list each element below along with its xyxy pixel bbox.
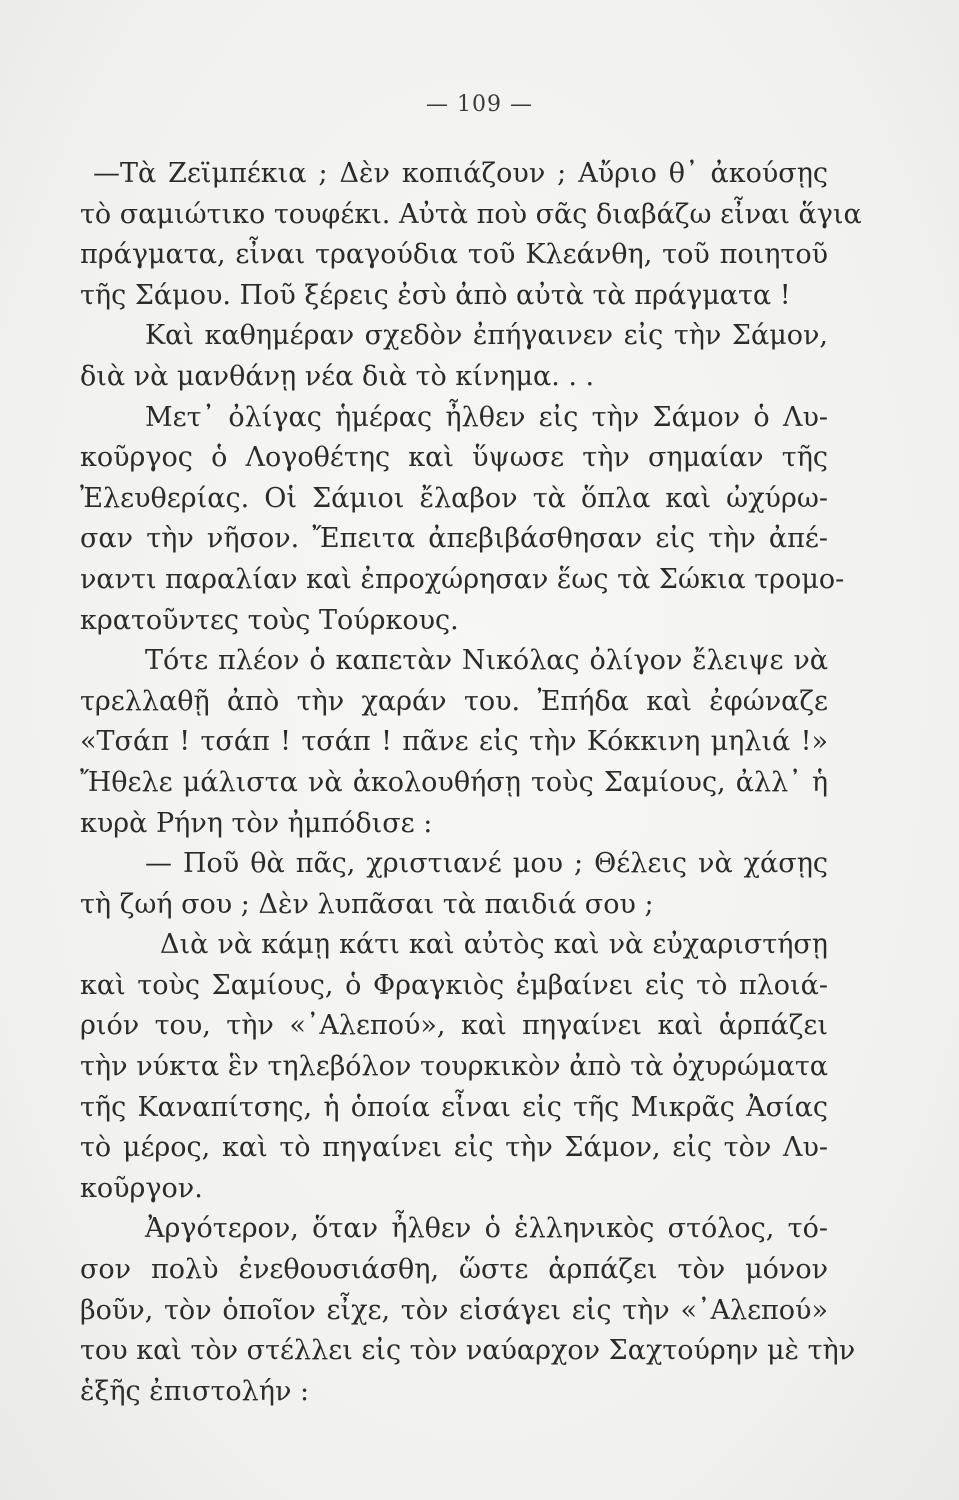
- text-line: ἑξῆς ἐπιστολήν :: [80, 1375, 310, 1407]
- text-line: τὸ μέρος, καὶ τὸ πηγαίνει εἰς τὴν Σάμον, εἰς τὸν Λυ-: [80, 1132, 828, 1164]
- text-line: Διὰ νὰ κάμῃ κάτι καὶ αὐτὸς καὶ νὰ εὐχαριστήσῃ: [160, 929, 828, 961]
- text-line: —Τὰ Ζεϊμπέκια ; Δὲν κοπιάζουν ; Αὔριο θ᾿ ἀκούσῃς: [93, 158, 828, 189]
- text-line: πράγματα, εἶναι τραγούδια τοῦ Κλεάνθη, τοῦ ποιητοῦ: [80, 239, 828, 271]
- text-line: Ἀργότερον, ὅταν ἦλθεν ὁ ἑλληνικὸς στόλος, τό-: [145, 1213, 828, 1245]
- text-line: κυρὰ Ρήνη τὸν ἠμπόδισε :: [80, 807, 433, 839]
- text-line: Καὶ καθημέραν σχεδὸν ἐπήγαινεν εἰς τὴν Σάμον,: [145, 320, 828, 352]
- text-line: Μετ᾿ ὀλίγας ἡμέρας ἦλθεν εἰς τὴν Σάμον ὁ Λυ-: [145, 401, 828, 433]
- text-line: κρατοῦντες τοὺς Τούρκους.: [80, 604, 459, 636]
- text-line: «Τσάπ ! τσάπ ! τσάπ ! πᾶνε εἰς τὴν Κόκκινη μηλιά !»: [80, 726, 828, 758]
- text-line: του καὶ τὸν στέλλει εἰς τὸν ναύαρχον Σαχτούρην μὲ τὴν: [80, 1335, 856, 1367]
- text-line: σον πολὺ ἐνεθουσιάσθη, ὥστε ἁρπάζει τὸν μόνον: [80, 1254, 828, 1286]
- text-line: — Ποῦ θὰ πᾶς, χριστιανέ μου ; Θέλεις νὰ χάσῃς: [145, 848, 828, 880]
- text-line: Τότε πλέον ὁ καπετὰν Νικόλας ὀλίγον ἔλειψε νὰ: [145, 645, 828, 677]
- text-line: τῆς Σάμου. Ποῦ ξέρεις ἐσὺ ἀπὸ αὐτὰ τὰ πράγματα !: [80, 279, 791, 311]
- text-line: βοῦν, τὸν ὁποῖον εἶχε, τὸν εἰσάγει εἰς τὴν «᾿Αλεπού»: [80, 1294, 828, 1326]
- text-line: καὶ τοὺς Σαμίους, ὁ Φραγκιὸς ἐμβαίνει εἰς τὸ πλοιά-: [80, 969, 828, 1001]
- text-line: ναντι παραλίαν καὶ ἐπροχώρησαν ἕως τὰ Σώκια τρομο-: [80, 563, 845, 595]
- text-line: τὸ σαμιώτικο τουφέκι. Αὐτὰ ποὺ σᾶς διαβάζω εἶναι ἅγια: [80, 198, 862, 230]
- text-line: τὴ ζωή σου ; Δὲν λυπᾶσαι τὰ παιδιά σου ;: [80, 888, 654, 920]
- body-text: [80, 154, 862, 1412]
- text-line: κοῦργος ὁ Λογοθέτης καὶ ὕψωσε τὴν σημαίαν τῆς: [80, 442, 828, 474]
- text-line: Ἐλευθερίας. Οἱ Σάμιοι ἔλαβον τὰ ὅπλα καὶ ὠχύρω-: [80, 482, 828, 514]
- text-line: σαν τὴν νῆσον. Ἔπειτα ἀπεβιβάσθησαν εἰς τὴν ἀπέ-: [80, 523, 828, 555]
- text-line: Ἤθελε μάλιστα νὰ ἀκολουθήσῃ τοὺς Σαμίους, ἀλλ᾿ ἡ: [80, 766, 828, 798]
- text-line: ριόν του, τὴν «᾿Αλεπού», καὶ πηγαίνει καὶ ἁρπάζει: [80, 1010, 828, 1042]
- text-line: διὰ νὰ μανθάνῃ νέα διὰ τὸ κίνημα. . .: [80, 360, 595, 392]
- text-line: τὴν νύκτα ἓν τηλεβόλον τουρκικὸν ἀπὸ τὰ ὀχυρώματα: [80, 1051, 828, 1083]
- text-line: τρελλαθῇ ἀπὸ τὴν χαράν του. Ἐπήδα καὶ ἐφώναζε: [80, 685, 828, 717]
- text-line: τῆς Καναπίτσης, ἡ ὁποία εἶναι εἰς τῆς Μικρᾶς Ἀσίας: [80, 1091, 828, 1123]
- page-number: — 109 —: [426, 92, 533, 117]
- text-line: κοῦργον.: [80, 1172, 203, 1204]
